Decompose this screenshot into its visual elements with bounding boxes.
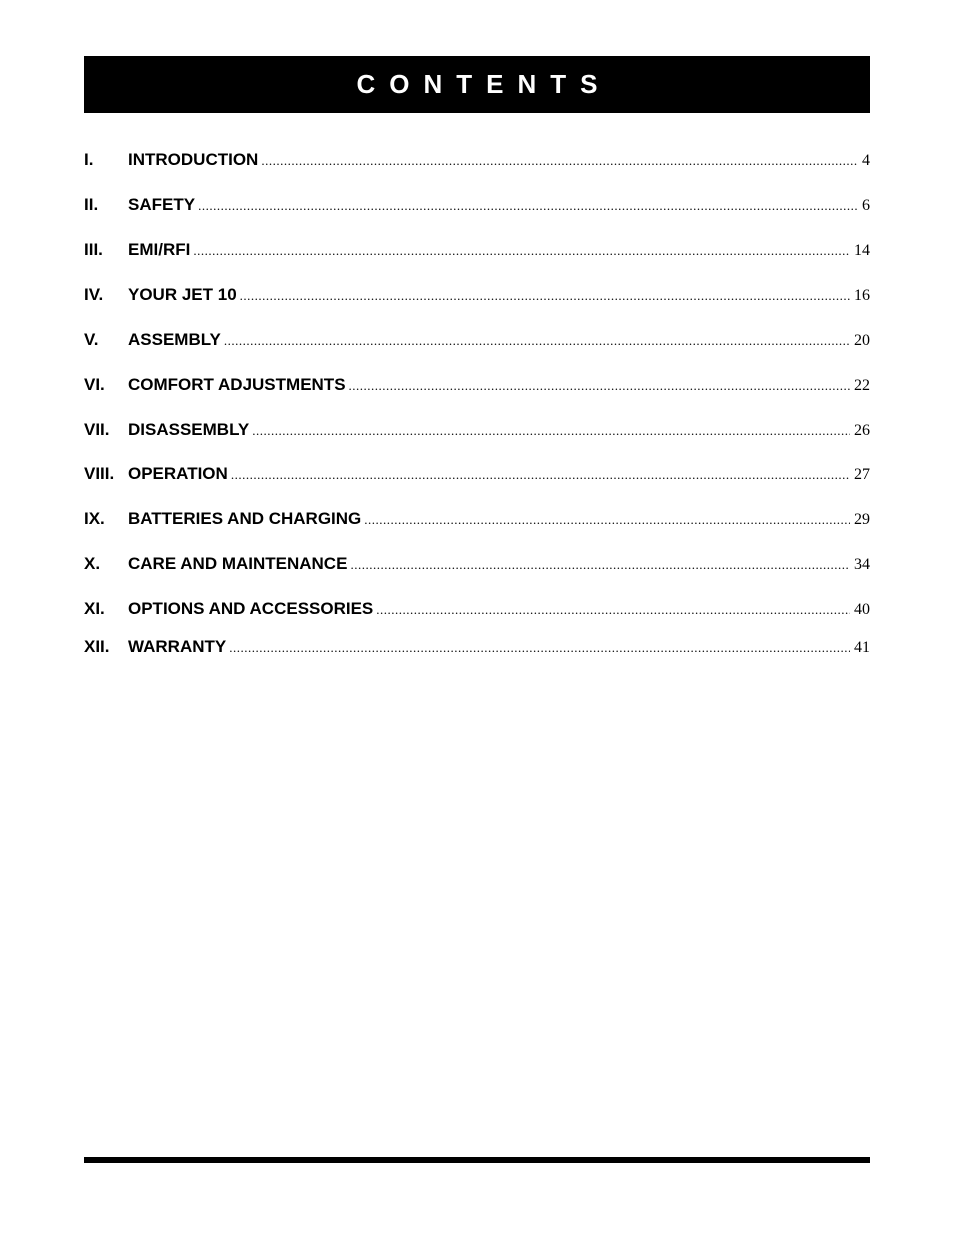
toc-entry[interactable] xyxy=(84,637,870,661)
toc-entry-number: V. xyxy=(84,330,99,349)
toc-leader-dots xyxy=(376,602,850,618)
toc-entry-page: 26 xyxy=(854,422,870,439)
toc-entry-title: CARE AND MAINTENANCE xyxy=(128,554,348,573)
toc-entry[interactable] xyxy=(84,554,870,578)
toc-entry-number: VI. xyxy=(84,375,105,394)
toc-entry-number: I. xyxy=(84,150,94,169)
toc-entry-title: WARRANTY xyxy=(128,637,227,656)
page-title: CONTENTS xyxy=(356,69,612,99)
toc-entry[interactable] xyxy=(84,599,870,623)
toc-entry-number: VIII. xyxy=(84,464,115,483)
toc-entry-page: 16 xyxy=(854,287,870,304)
toc-entry-page: 29 xyxy=(854,511,870,528)
toc-entry-page: 27 xyxy=(854,466,870,483)
toc-entry-page: 41 xyxy=(854,639,870,656)
toc-leader-dots xyxy=(224,333,850,349)
footer-rule xyxy=(84,1157,870,1163)
toc-entry-number: XI. xyxy=(84,599,105,618)
toc-entry[interactable] xyxy=(84,420,870,444)
toc-entry-number: XII. xyxy=(84,637,110,656)
toc-entry-number: IX. xyxy=(84,509,105,528)
toc-entry-page: 6 xyxy=(862,197,870,214)
toc-entry-page: 4 xyxy=(862,152,870,169)
toc-leader-dots xyxy=(229,640,850,656)
toc-leader-dots xyxy=(349,378,850,394)
toc-entry[interactable] xyxy=(84,195,870,219)
toc-leader-dots xyxy=(193,243,850,259)
toc-leader-dots xyxy=(261,153,858,169)
toc-leader-dots xyxy=(252,423,850,439)
toc-entry-number: II. xyxy=(84,195,99,214)
toc-entry-title: DISASSEMBLY xyxy=(128,420,250,439)
toc-entry-title: SAFETY xyxy=(128,195,196,214)
toc-entry-page: 20 xyxy=(854,332,870,349)
toc-entry-page: 22 xyxy=(854,377,870,394)
toc-entry-page: 40 xyxy=(854,601,870,618)
toc-entry-number: X. xyxy=(84,554,101,573)
toc-leader-dots xyxy=(198,198,858,214)
toc-entry-title: COMFORT ADJUSTMENTS xyxy=(128,375,346,394)
header-bar xyxy=(84,56,870,113)
toc-entry[interactable] xyxy=(84,375,870,399)
toc-entry-title: INTRODUCTION xyxy=(128,150,259,169)
toc-entry-title: OPERATION xyxy=(128,464,228,483)
toc-entry[interactable] xyxy=(84,240,870,264)
toc-entry-title: OPTIONS AND ACCESSORIES xyxy=(128,599,374,618)
toc-entry[interactable] xyxy=(84,464,870,488)
toc-entry-number: IV. xyxy=(84,285,104,304)
toc-entry-title: YOUR JET 10 xyxy=(128,285,237,304)
toc-entry-page: 34 xyxy=(854,556,870,573)
toc-entry-title: EMI/RFI xyxy=(128,240,191,259)
toc-leader-dots xyxy=(364,512,850,528)
toc-entry-page: 14 xyxy=(854,242,870,259)
toc-entry[interactable] xyxy=(84,150,870,174)
toc-entry-number: III. xyxy=(84,240,103,259)
toc-entry[interactable] xyxy=(84,285,870,309)
toc-entry-number: VII. xyxy=(84,420,110,439)
toc-leader-dots xyxy=(231,467,850,483)
toc-entry[interactable] xyxy=(84,509,870,533)
toc-leader-dots xyxy=(350,557,850,573)
toc-leader-dots xyxy=(240,288,850,304)
toc-entry-title: ASSEMBLY xyxy=(128,330,221,349)
toc-entry-title: BATTERIES AND CHARGING xyxy=(128,509,362,528)
toc-entry[interactable] xyxy=(84,330,870,354)
